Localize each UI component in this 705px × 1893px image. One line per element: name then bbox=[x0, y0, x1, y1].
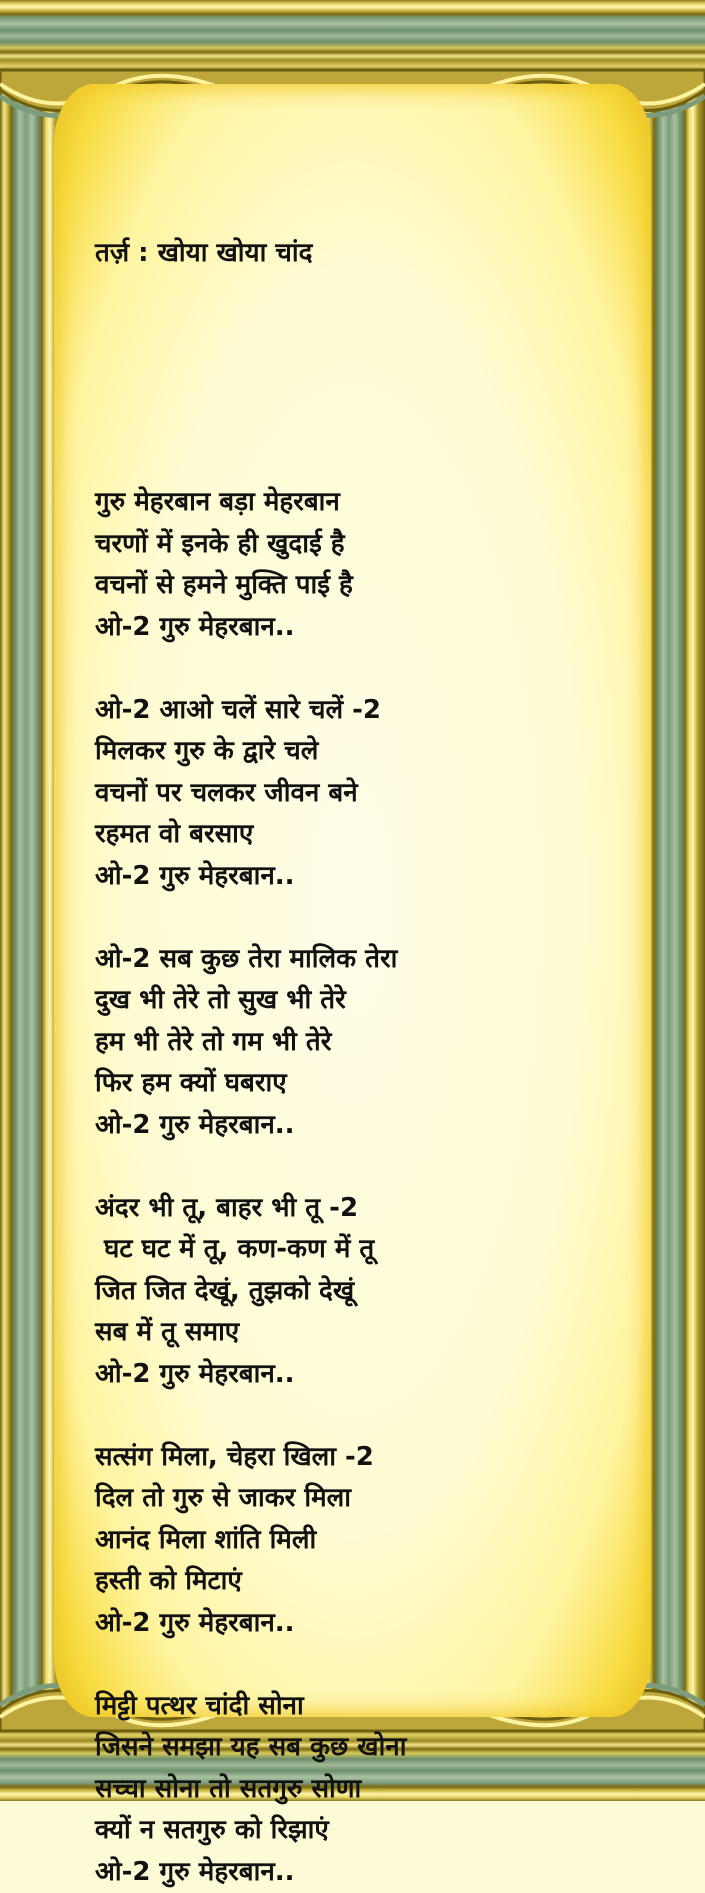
lyric-line: अंदर भी तू, बाहर भी तू -2 bbox=[95, 1188, 635, 1230]
lyric-line: सच्चा सोना तो सतगुरु सोणा bbox=[95, 1769, 635, 1811]
lyric-line: रहमत वो बरसाए bbox=[95, 814, 635, 856]
lyric-line: हम भी तेरे तो गम भी तेरे bbox=[95, 1022, 635, 1064]
lyric-line: ओ-2 गुरु मेहरबान.. bbox=[95, 1354, 635, 1396]
lyric-line: गुरु मेहरबान बड़ा मेहरबान bbox=[95, 482, 635, 524]
lyric-line: मिलकर गुरु के द्वारे चले bbox=[95, 731, 635, 773]
lyrics-block bbox=[95, 150, 635, 1893]
lyric-line: ओ-2 गुरु मेहरबान.. bbox=[95, 1105, 635, 1147]
lyric-line: मिट्टी पत्थर चांदी सोना bbox=[95, 1686, 635, 1728]
lyric-line: ओ-2 गुरु मेहरबान.. bbox=[95, 1852, 635, 1893]
lyric-line: हस्ती को मिटाएं bbox=[95, 1561, 635, 1603]
lyric-line: दुख भी तेरे तो सुख भी तेरे bbox=[95, 980, 635, 1022]
lyric-line: जिसने समझा यह सब कुछ खोना bbox=[95, 1727, 635, 1769]
lyric-line: क्यों न सतगुरु को रिझाएं bbox=[95, 1810, 635, 1852]
lyric-line: वचनों से हमने मुक्ति पाई है bbox=[95, 565, 635, 607]
lyric-line: घट घट में तू, कण-कण में तू bbox=[95, 1229, 635, 1271]
stanza-gap bbox=[95, 897, 635, 939]
lyric-line: फिर हम क्यों घबराए bbox=[95, 1063, 635, 1105]
stanza-gap bbox=[95, 1395, 635, 1437]
song-tune-title: तर्ज़ : खोया खोया चांद bbox=[95, 233, 635, 275]
lyric-line: सत्संग मिला, चेहरा खिला -2 bbox=[95, 1437, 635, 1479]
lyric-line: ओ-2 सब कुछ तेरा मालिक तेरा bbox=[95, 939, 635, 981]
lyric-line: दिल तो गुरु से जाकर मिला bbox=[95, 1478, 635, 1520]
lyric-line: वचनों पर चलकर जीवन बने bbox=[95, 773, 635, 815]
lyric-line: सब में तू समाए bbox=[95, 1312, 635, 1354]
lyric-line: ओ-2 गुरु मेहरबान.. bbox=[95, 856, 635, 898]
lyric-line: ओ-2 गुरु मेहरबान.. bbox=[95, 607, 635, 649]
frame-right-border bbox=[643, 0, 705, 1801]
lyric-line: ओ-2 गुरु मेहरबान.. bbox=[95, 1603, 635, 1645]
lyric-line: चरणों में इनके ही खुदाई है bbox=[95, 524, 635, 566]
lyric-line: आनंद मिला शांति मिली bbox=[95, 1520, 635, 1562]
frame-left-border bbox=[0, 0, 62, 1801]
stanza-gap bbox=[95, 358, 635, 400]
stanza-gap bbox=[95, 1644, 635, 1686]
lyric-line: जित जित देखूं, तुझको देखूं bbox=[95, 1271, 635, 1313]
stanza-gap bbox=[95, 648, 635, 690]
lyric-line: ओ-2 आओ चलें सारे चलें -2 bbox=[95, 690, 635, 732]
stanza-gap bbox=[95, 1146, 635, 1188]
